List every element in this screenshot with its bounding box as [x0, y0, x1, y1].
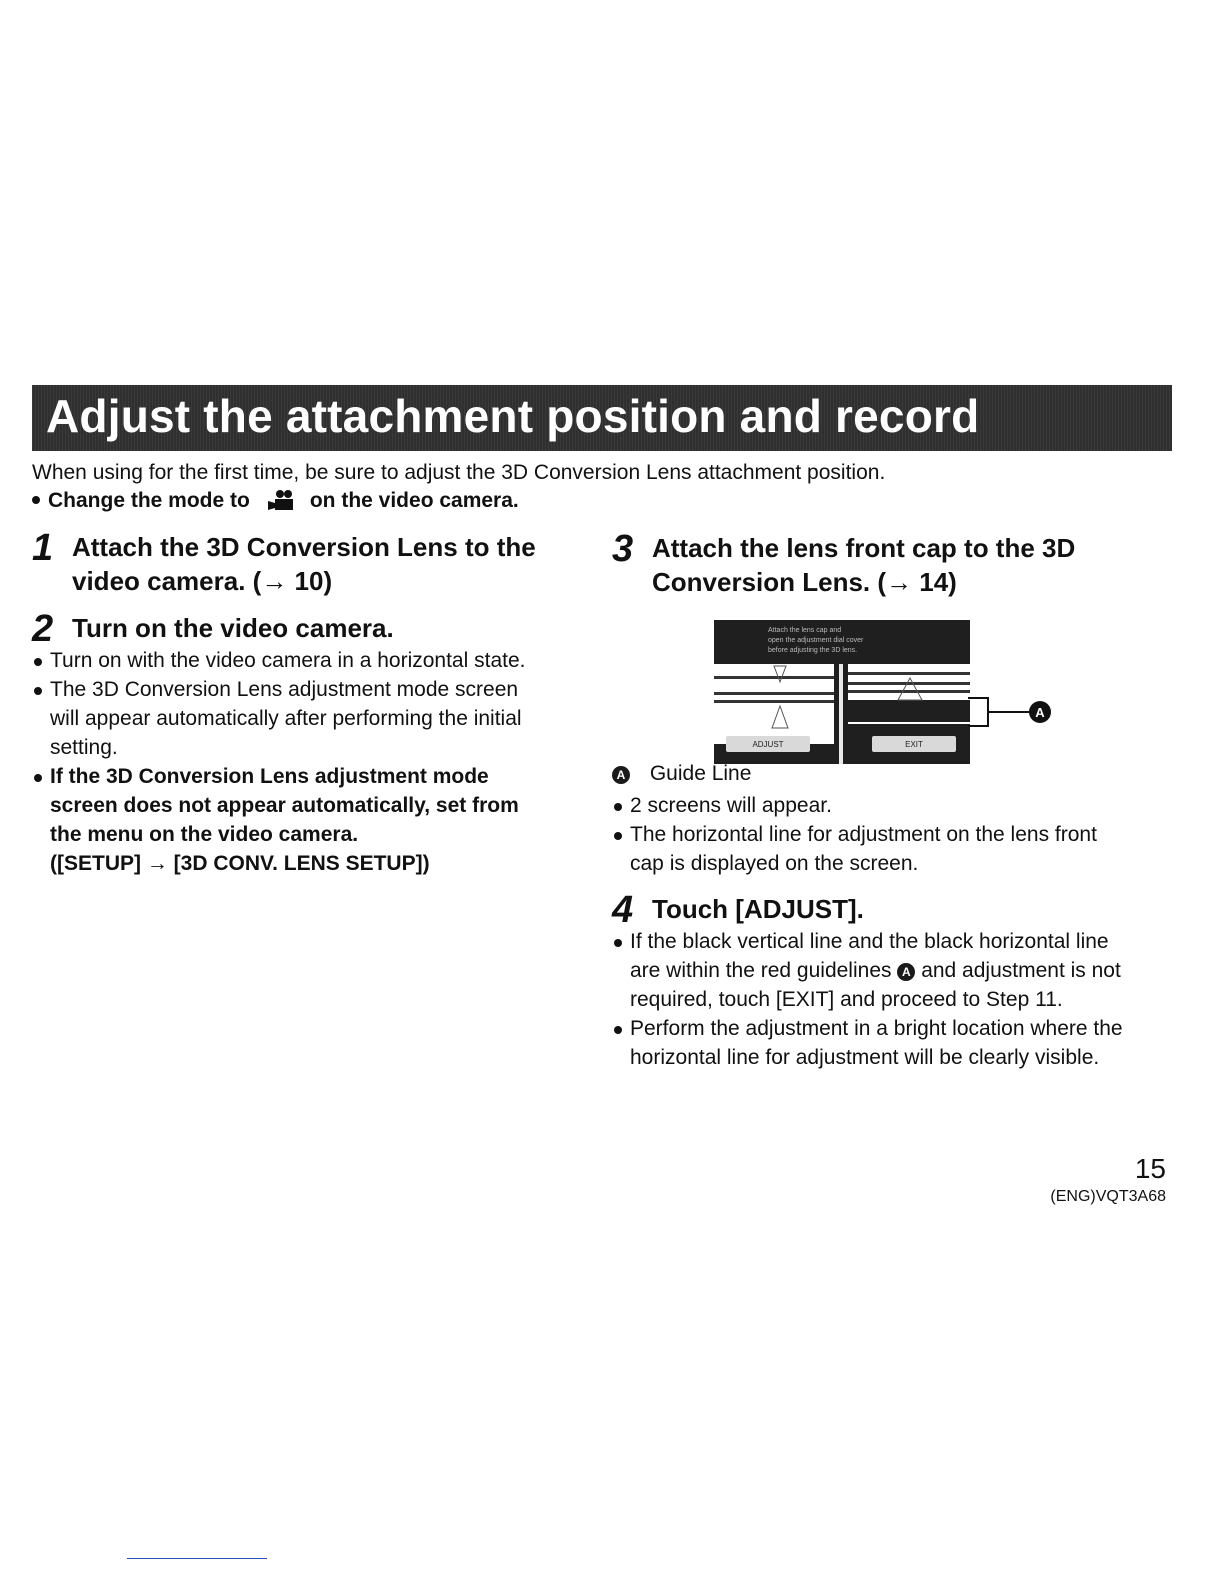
bullet-continuation: the menu on the video camera. — [50, 823, 359, 846]
bullet-continuation: setting. — [50, 736, 118, 759]
bullet-item: The horizontal line for adjustment on the lens front — [612, 820, 1097, 849]
step-title-line: Conversion Lens. (→ 14) — [652, 567, 957, 597]
document-code: (ENG)VQT3A68 — [1050, 1188, 1166, 1205]
menu-path: ([SETUP] → [3D CONV. LENS SETUP]) — [50, 852, 430, 875]
bullet-continuation: will appear automatically after performing the initial — [50, 707, 522, 730]
bullet-continuation: horizontal line for adjustment will be clearly visible. — [630, 1046, 1100, 1069]
bullet-item: The 3D Conversion Lens adjustment mode screen — [32, 675, 525, 704]
bullet-item: Turn on with the video camera in a horizontal state. — [32, 646, 525, 675]
bullet-continuation: cap is displayed on the screen. — [630, 852, 919, 875]
bullet-continuation: screen does not appear automatically, set from — [50, 794, 519, 817]
step-title: Touch [ADJUST]. — [652, 894, 864, 924]
legend-bullets — [612, 791, 1097, 878]
adjust-button: ADJUST — [752, 740, 784, 749]
callout-a-marker: A — [1035, 705, 1045, 720]
step-2-bullets — [32, 646, 525, 878]
step-number: 2 — [32, 608, 54, 650]
video-camera-mode-icon — [266, 489, 296, 511]
step-title-line: Attach the 3D Conversion Lens to the — [72, 532, 536, 562]
bullet-text: are within the red guidelines — [630, 959, 892, 982]
mode-note — [32, 489, 519, 513]
adjustment-screen-illustration — [714, 620, 970, 764]
bullet-continuation: required, touch [EXIT] and proceed to Step 11. — [630, 988, 1063, 1011]
bullet-continuation — [612, 956, 1123, 985]
screen-message-line: open the adjustment dial cover — [768, 637, 864, 644]
guide-line-legend — [612, 762, 751, 786]
intro-text: When using for the first time, be sure to adjust the 3D Conversion Lens attachment position. — [32, 461, 886, 484]
mode-note-suffix: on the video camera. — [309, 489, 519, 512]
callout-a-marker: A — [612, 766, 630, 784]
bullet-item: If the 3D Conversion Lens adjustment mode — [32, 762, 525, 791]
screen-message-line: Attach the lens cap and — [768, 627, 842, 634]
bullet-text: and adjustment is not — [921, 959, 1121, 982]
step-number: 1 — [32, 527, 54, 569]
section-title: Adjust the attachment position and record — [46, 390, 980, 442]
bullet-dot — [32, 496, 40, 504]
step-4-bullets — [612, 927, 1123, 1072]
step-number: 4 — [612, 889, 634, 931]
step-title — [652, 531, 1075, 599]
step-title-line: Attach the lens front cap to the 3D — [652, 533, 1076, 563]
mode-note-prefix: Change the mode to — [48, 489, 250, 512]
exit-button: EXIT — [905, 740, 923, 749]
callout-a-marker: A — [897, 963, 915, 981]
bullet-item: 2 screens will appear. — [612, 791, 1097, 820]
section-banner — [32, 385, 1172, 451]
bullet-item: If the black vertical line and the black horizontal line — [612, 927, 1123, 956]
guide-line-callout — [968, 690, 1058, 738]
step-title-line: video camera. (→ 10) — [72, 566, 333, 596]
page-number: 15 — [1134, 1153, 1166, 1184]
bullet-item: Perform the adjustment in a bright location where the — [612, 1014, 1123, 1043]
screen-message-line: before adjusting the 3D lens. — [768, 647, 858, 654]
footer-rule — [127, 1558, 267, 1559]
step-number: 3 — [612, 528, 634, 570]
step-title: Turn on the video camera. — [72, 613, 394, 643]
step-title — [72, 530, 536, 598]
guide-line-label: Guide Line — [649, 762, 752, 785]
